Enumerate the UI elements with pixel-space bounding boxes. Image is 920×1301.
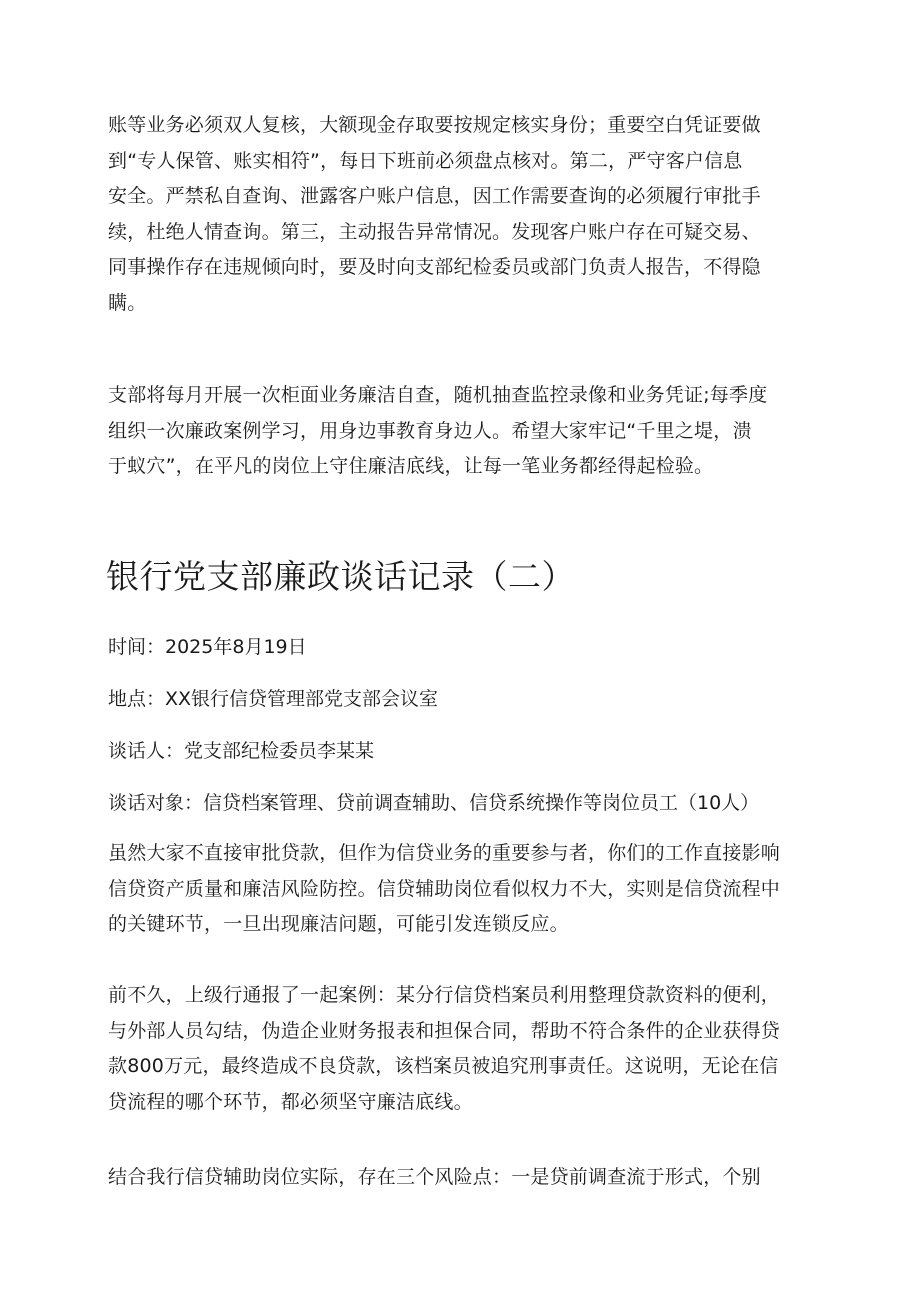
text-line: 组织一次廉政案例学习，用身边事教育身边人。希望大家牢记“千里之堤，溃 (108, 419, 752, 442)
paragraph-case-study (108, 978, 818, 1120)
paragraph-risk-points (108, 1160, 818, 1196)
text-line: 账等业务必须双人复核，大额现金存取要按规定核实身份；重要空白凭证要做 (108, 114, 761, 136)
text-line: 结合我行信贷辅助岗位实际，存在三个风险点：一是贷前调查流于形式，个别 (108, 1166, 761, 1188)
text-line: 款800万元，最终造成不良贷款，该档案员被追究刑事责任。这说明，无论在信 (108, 1055, 779, 1077)
text-line: 瞒。 (108, 291, 147, 314)
text-line: 安全。严禁私自查询、泄露客户账户信息，因工作需要查询的必须履行审批手 (108, 185, 761, 207)
text-line: 于蚁穴”，在平凡的岗位上守住廉洁底线，让每一笔业务都经得起检验。 (108, 455, 714, 477)
paragraph-counter-rules (108, 108, 818, 321)
text-line: 的关键环节，一旦出现廉洁问题，可能引发连锁反应。 (108, 913, 569, 935)
text-line: 支部将每月开展一次柜面业务廉洁自查，随机抽查监控录像和业务凭证;每季度 (108, 384, 768, 406)
section-title: 银行党支部廉政谈话记录（二） (106, 557, 575, 596)
text-line: 续，杜绝人情查询。第三，主动报告异常情况。发现客户账户存在可疑交易、 (108, 220, 761, 243)
meeting-time: 时间：2025年8月19日 (108, 636, 307, 658)
text-line: 贷流程的哪个环节，都必须坚守廉洁底线。 (108, 1090, 473, 1113)
meeting-audience: 谈话对象：信贷档案管理、贷前调查辅助、信贷系统操作等岗位员工（10人） (108, 792, 760, 814)
text-line: 同事操作存在违规倾向时，要及时向支部纪检委员或部门负责人报告，不得隐 (108, 256, 761, 278)
paragraph-intro (108, 836, 818, 943)
text-line: 到“专人保管、账实相符”，每日下班前必须盘点核对。第二，严守客户信息 (108, 149, 743, 172)
text-line: 虽然大家不直接审批贷款，但作为信贷业务的重要参与者，你们的工作直接影响 (108, 842, 781, 864)
text-line: 与外部人员勾结，伪造企业财务报表和担保合同，帮助不符合条件的企业获得贷 (108, 1019, 781, 1042)
text-line: 前不久，上级行通报了一起案例：某分行信贷档案员利用整理贷款资料的便利， (108, 984, 781, 1006)
paragraph-self-inspection (108, 378, 818, 485)
text-line: 信贷资产质量和廉洁风险防控。信贷辅助岗位看似权力不大，实则是信贷流程中 (108, 877, 781, 900)
meeting-speaker: 谈话人：党支部纪检委员李某某 (108, 740, 375, 762)
meeting-location: 地点：XX银行信贷管理部党支部会议室 (108, 688, 439, 710)
